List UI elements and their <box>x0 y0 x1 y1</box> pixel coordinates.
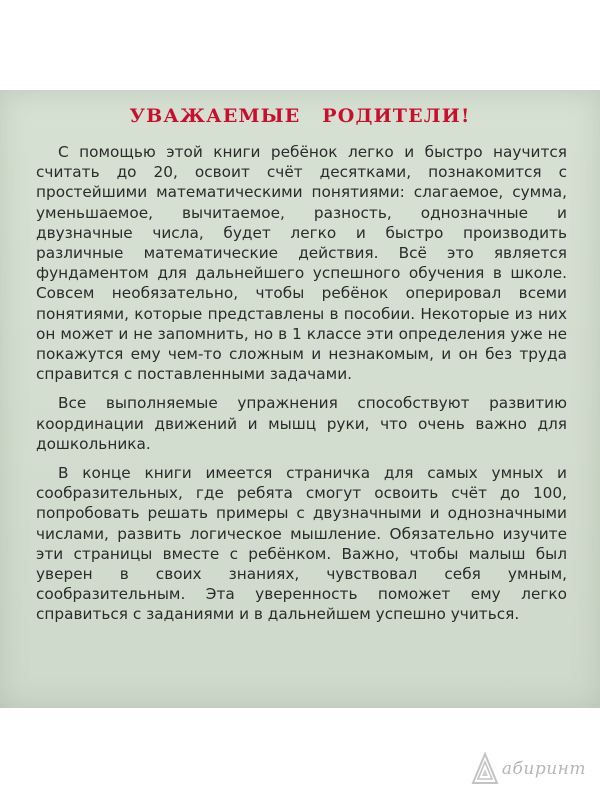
paragraph-1: С помощью этой книги ребёнок легко и быстро научится считать до 20, освоит счёт десятками, познакомится с простейшими математическими понятиями: слагаемое, сумма, уменьшаемое, вычитаемое, разность, однозначные и двузначные числа, будет легко и быстро производить различные математические действия. Всё это является фундаментом для дальнейшего успешного обучения в школе. Совсем необязательно, чтобы ребёнок оперировал всеми понятиями, которые представлены в пособии. Некоторые из них он может и не запомнить, но в 1 классе эти определения уже не покажутся ему чем-то сложным и незнакомым, и он без труда справится с поставленными задачами. <box>36 143 567 384</box>
page-title: УВАЖАЕМЫЕ РОДИТЕЛИ! <box>129 105 471 127</box>
paragraph-2: Все выполняемые упражнения способствуют развитию координации движений и мышц руки, что очень важно для дошкольника. <box>36 394 567 453</box>
body-text <box>36 142 567 625</box>
labyrinth-logo-icon <box>470 752 500 786</box>
paragraph-3: В конце книги имеется страничка для самых умных и сообразительных, где ребята смогут освоить счёт до 100, попробовать решать примеры с двузначными и однозначными числами, развить логическое мышление. Обязательно изучите эти страницы вместе с ребёнком. Важно, чтобы малыш был уверен в своих знаниях, чувствовал себя умным, сообразительным. Эта уверенность поможет ему легко справиться с заданиями и в дальнейшем успешно учиться. <box>36 464 567 624</box>
watermark <box>470 752 586 786</box>
watermark-text: абиринт <box>501 759 586 779</box>
